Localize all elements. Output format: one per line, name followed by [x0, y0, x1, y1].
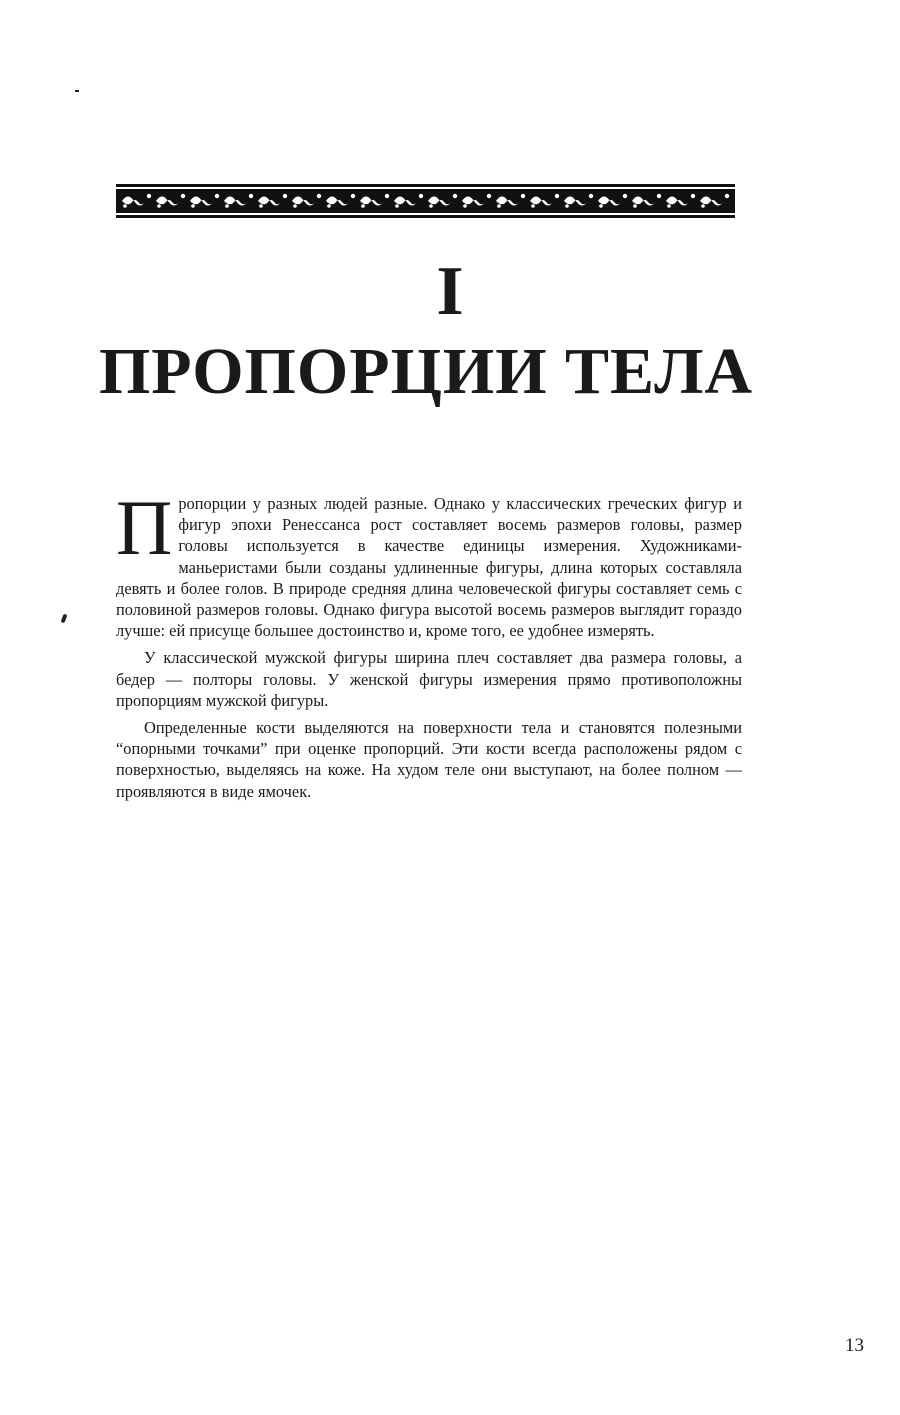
ornament-dot — [123, 204, 127, 208]
ornament-dot — [361, 204, 365, 208]
ornament-dot — [701, 204, 705, 208]
ornament-dot — [317, 194, 321, 198]
ornament-dot — [599, 204, 603, 208]
ornament-dot — [181, 194, 185, 198]
ornament-dot — [385, 194, 389, 198]
ornament-dot — [657, 194, 661, 198]
ornament-dot — [395, 204, 399, 208]
ornament-dot — [521, 194, 525, 198]
ornament-dot — [633, 204, 637, 208]
ornament-dot — [283, 194, 287, 198]
paragraph-1-text: ропорции у разных людей разные. Однако у классических греческих фигур и фигур эпохи Ренессанса рост составляет восемь размеров головы, размер головы используется в качестве единицы измерения. Художниками-маньеристами были созданы удлиненные фигуры, длина которых составляла девять и более голов. В природе средняя длина человеческой фигуры составляет семь с половиной размеров головы. Однако фигура высотой восемь размеров выглядит гораздо лучше: ей присуще большее достоинство и, кроме того, ее удобнее измерять. — [116, 494, 742, 641]
ornament-dot — [589, 194, 593, 198]
ornament-dot — [191, 204, 195, 208]
ornament-dot — [463, 204, 467, 208]
ornament-dot — [453, 194, 457, 198]
ornament-dot — [351, 194, 355, 198]
ornament-dot — [497, 204, 501, 208]
ornament-dot — [531, 204, 535, 208]
ornament-dot — [691, 194, 695, 198]
ornament-dot — [225, 204, 229, 208]
ornament-dot — [147, 194, 151, 198]
chapter-number: I — [436, 253, 464, 330]
ornament-dot — [215, 194, 219, 198]
ornament-dot — [293, 204, 297, 208]
ornament-dot — [259, 204, 263, 208]
body-text — [116, 484, 742, 808]
ornament-dot — [487, 194, 491, 198]
ornament-dot — [419, 194, 423, 198]
ornament-dot — [429, 204, 433, 208]
ornament-dot — [157, 204, 161, 208]
ornament-dot — [623, 194, 627, 198]
ornament-dot — [249, 194, 253, 198]
chapter-title: ПРОПОРЦИИ ТЕЛА — [98, 335, 754, 408]
ornamental-header-band — [116, 184, 735, 218]
scan-speck — [61, 614, 68, 624]
paragraph-2: У классической мужской фигуры ширина плеч составляет два размера головы, а бедер — полторы головы. У женской фигуры измерения прямо противоположны пропорциям мужской фигуры. — [116, 648, 742, 710]
ornament-dot — [555, 194, 559, 198]
ornament-dot — [327, 204, 331, 208]
paragraph-1 — [116, 484, 742, 641]
page-number: 13 — [845, 1335, 864, 1356]
drop-cap: П — [116, 484, 173, 571]
ornament-dot — [565, 204, 569, 208]
paragraph-3: Определенные кости выделяются на поверхности тела и становятся полезными “опорными точками” при оценке пропорций. Эти кости всегда расположены рядом с поверхностью, выделяясь на коже. На худом теле они выступают, на более полном — проявляются в виде ямочек. — [116, 718, 742, 801]
scan-speck — [75, 90, 79, 92]
ornament-dot — [725, 194, 729, 198]
ornament-dot — [667, 204, 671, 208]
